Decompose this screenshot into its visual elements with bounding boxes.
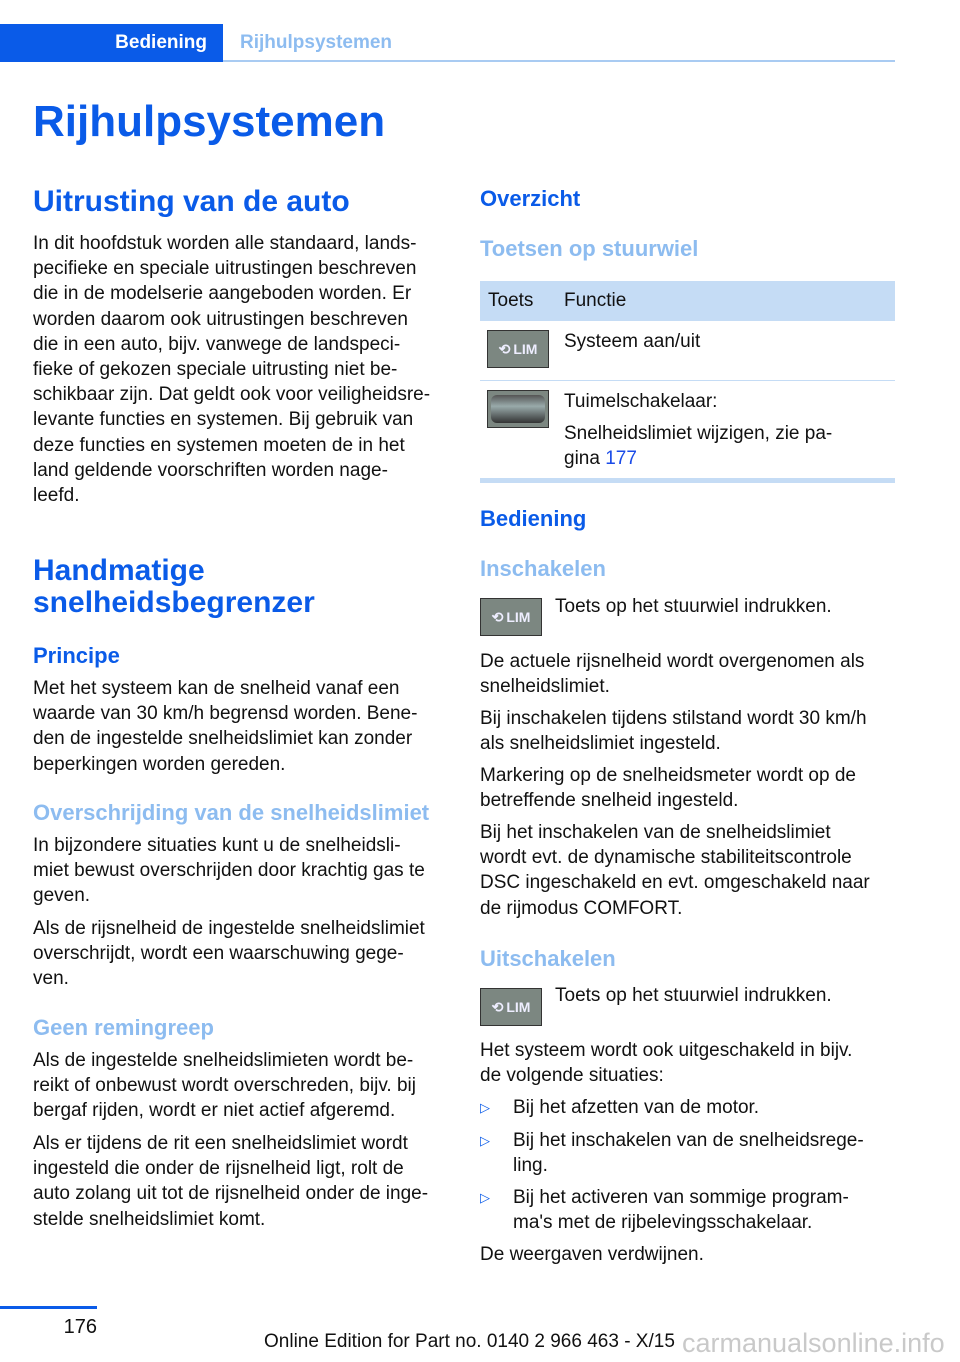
table-cell-function: Systeem aan/uit [564,331,701,352]
table-header [480,281,895,321]
table-bottom-bar [480,478,895,483]
paragraph-off-1: Het systeem wordt ook uitgeschakeld in bijv. de volgende situaties: [480,1040,853,1087]
header-tab-bediening[interactable]: Bediening [0,24,223,62]
header-divider [223,60,895,62]
table-row-divider [480,380,895,381]
footer-divider [0,1306,97,1309]
page-title: Rijhulpsystemen [33,97,386,146]
heading-exceed-limit: Overschrijding van de snelheidslimiet [33,800,430,825]
heading-equipment: Uitrusting van de auto [33,185,350,218]
switch-off-instruction: Toets op het stuurwiel indrukken. [555,985,832,1006]
list-item: Bij het activeren van sommige program- ma's met de rijbelevingsschakelaar. [513,1187,849,1234]
paragraph-on-1: De actuele rijsnelheid wordt overgenomen als snelheidslimiet. [480,651,865,698]
heading-steering-buttons: Toetsen op stuurwiel [480,236,699,261]
paragraph-no-brake-1: Als de ingestelde snelheidslimieten wordt be- reikt of onbewust wordt overschreden, bijv. bij bergaf rijden, wordt er niet actief afgeremd. [33,1050,416,1122]
page-number: 176 [63,1316,97,1338]
heading-switch-on: Inschakelen [480,556,606,581]
lim-button-icon: ⟲ LIM [487,330,549,368]
paragraph-exceed-1: In bijzondere situaties kunt u de snelheidsli- miet bewust overschrijden door krachtig gas te geven. [33,835,425,907]
heading-switch-off: Uitschakelen [480,946,616,971]
heading-operation: Bediening [480,506,587,531]
switch-on-instruction: Toets op het stuurwiel indrukken. [555,596,832,617]
heading-no-brake: Geen remingreep [33,1015,214,1040]
heading-overview: Overzicht [480,186,581,211]
paragraph-on-3: Markering op de snelheidsmeter wordt op de betreffende snelheid ingesteld. [480,765,856,812]
paragraph-principle: Met het systeem kan de snelheid vanaf een waarde van 30 km/h begrensd worden. Bene- den de ingestelde snelheidslimiet kan zonder beperkingen worden gereden. [33,678,418,775]
list-item: Bij het afzetten van de motor. [513,1097,760,1118]
footer-edition: Online Edition for Part no. 0140 2 966 463 - X/15 [264,1331,675,1352]
heading-principle: Principe [33,643,120,668]
paragraph-exceed-2: Als de rijsnelheid de ingestelde snelheidslimiet overschrijdt, wordt een waarschuwing gege- ven. [33,918,425,990]
rocker-switch-icon [487,390,549,428]
lim-button-icon: ⟲ LIM [480,598,542,636]
table-cell-title: Tuimelschakelaar: [564,391,718,412]
header-tab-rijhulpsystemen[interactable]: Rijhulpsystemen [240,32,393,53]
paragraph-no-brake-2: Als er tijdens de rit een snelheidslimiet wordt ingesteld die onder de rijsnelheid ligt, rolt de auto zolang uit tot de rijsnelheid onder de inge- stelde snelheidslimiet komt. [33,1133,429,1230]
list-item: Bij het inschakelen van de snelheidsrege- ling. [513,1130,864,1177]
paragraph-on-2: Bij inschakelen tijdens stilstand wordt 30 km/h als snelheidslimiet ingesteld. [480,708,867,755]
table-cell-function: Snelheidslimiet wijzigen, zie pa- gina 177 [564,423,833,470]
heading-speed-limiter: Handmatige snelheidsbegrenzer [33,554,315,619]
paragraph-off-2: De weergaven verdwijnen. [480,1244,704,1265]
lim-button-icon: ⟲ LIM [480,988,542,1026]
bullet-triangle-icon: ▷ [480,1133,490,1148]
bullet-triangle-icon: ▷ [480,1190,490,1205]
bullet-triangle-icon: ▷ [480,1100,490,1115]
column-header-button: Toets [488,290,534,311]
watermark: carmanualsonline.info [682,1328,945,1358]
paragraph-on-4: Bij het inschakelen van de snelheidslimiet wordt evt. de dynamische stabiliteitscontrole DSC ingeschakeld en evt. omgeschakeld naar de rijmodus COMFORT. [480,822,870,919]
column-header-function: Functie [564,290,627,311]
paragraph-equipment: In dit hoofdstuk worden alle standaard, lands- pecifieke en speciale uitrustingen beschreven die in de modelserie aangeboden worden. Er worden daarom ook uitrustingen beschreven die in een auto, bijv. vanwege de landspeci- fieke of gekozen speciale uitrusting niet be- schikbaar zijn. Dat geldt ook voor veiligheidsre- levante functies en systemen. Bij gebruik van deze functies en systemen moeten de in het land geldende voorschriften worden nage- leefd. [33,233,431,507]
page-link[interactable]: 177 [605,448,637,470]
